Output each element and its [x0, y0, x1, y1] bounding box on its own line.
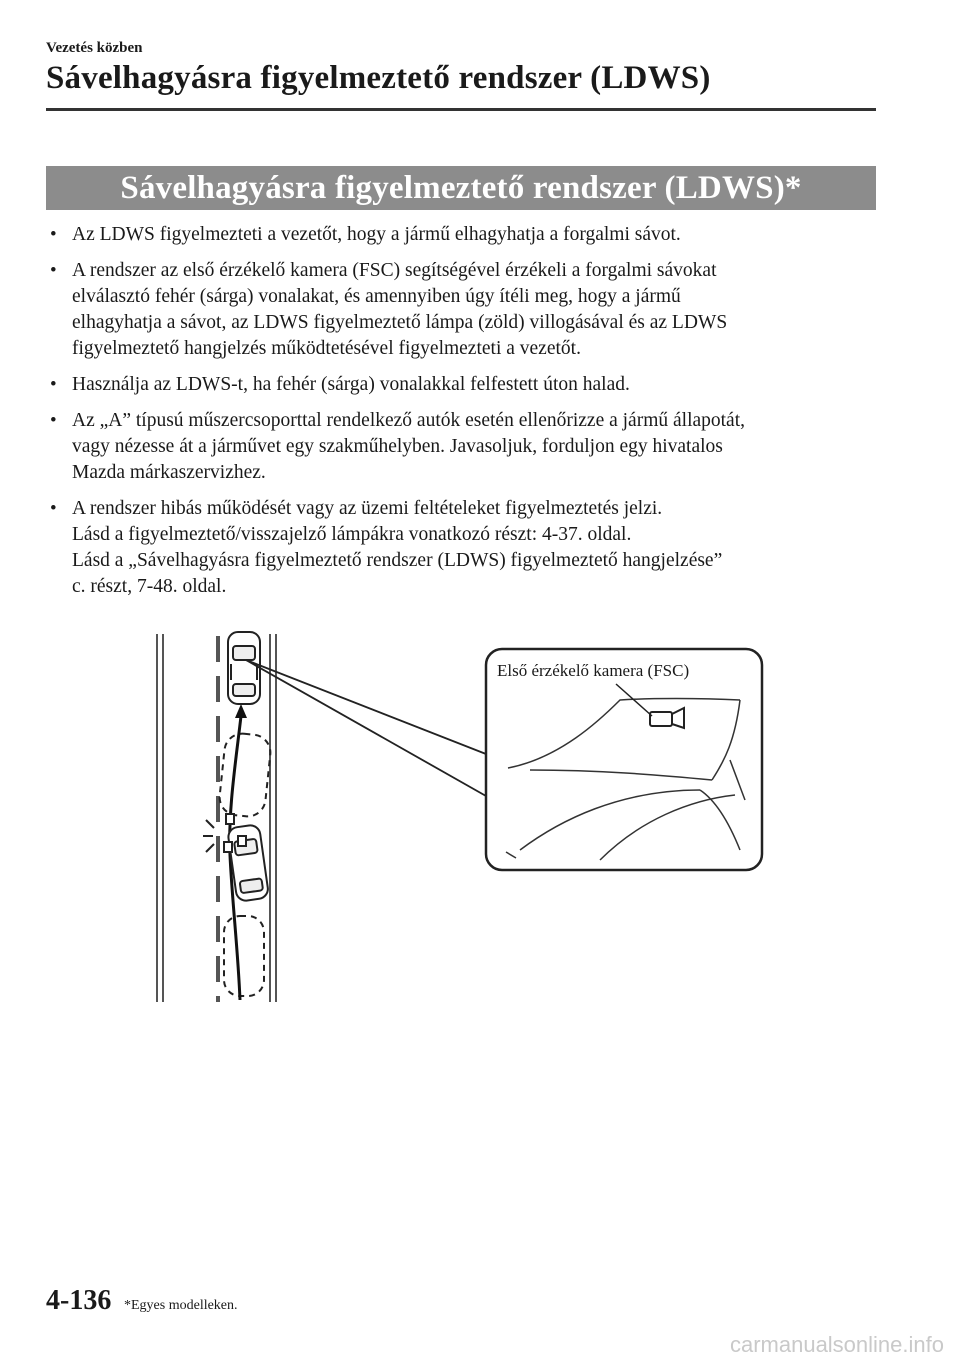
camera-callout-label: Első érzékelő kamera (FSC) [497, 661, 690, 680]
path-outline-upper [218, 732, 272, 818]
watermark: carmanualsonline.info [729, 1332, 944, 1357]
title-divider [46, 108, 876, 111]
bullet-list [50, 222, 880, 610]
page-number: 4-136 [46, 1285, 112, 1316]
bullet-line: elválasztó fehér (sárga) vonalakat, és amennyiben úgy ítéli meg, hogy a jármű [72, 286, 681, 307]
bullet-line: A rendszer az első érzékelő kamera (FSC) segítségével érzékeli a forgalmi sávokat [72, 260, 717, 281]
bullet-line: figyelmeztető hangjelzés működtetésével figyelmezteti a vezetőt. [72, 338, 581, 359]
arrow-head-icon [235, 704, 247, 718]
bullet-icon: • [50, 260, 57, 281]
bullet-line: Lásd a „Sávelhagyásra figyelmeztető rendszer (LDWS) figyelmeztető hangjelzése” [72, 550, 723, 571]
bullet-line: c. részt, 7-48. oldal. [72, 576, 227, 597]
road-left-edge [157, 634, 163, 1002]
ldws-illustration [150, 628, 770, 1008]
footnote: *Egyes modelleken. [124, 1298, 238, 1313]
bullet-item [50, 258, 880, 362]
camera-icon [650, 708, 684, 728]
path-outline-lower [224, 916, 264, 996]
bullet-line: Az „A” típusú műszercsoporttal rendelkező autók esetén ellenőrizze a jármű állapotát, [72, 410, 746, 431]
banner-title: Sávelhagyásra figyelmeztető rendszer (LDWS)* [120, 169, 802, 206]
callout-leader-lines [246, 660, 486, 796]
bullet-item [50, 372, 880, 398]
bullet-line: Az LDWS figyelmezteti a vezetőt, hogy a jármű elhagyhatja a forgalmi sávot. [72, 224, 681, 245]
bullet-item [50, 408, 880, 486]
bullet-item [50, 496, 880, 600]
section-banner [46, 166, 876, 210]
section-label: Vezetés közben [46, 40, 143, 56]
car-top-icon [228, 632, 260, 704]
page-title: Sávelhagyásra figyelmeztető rendszer (LDWS) [46, 60, 711, 96]
bullet-line: A rendszer hibás működését vagy az üzemi feltételeket figyelmeztetés jelzi. [72, 498, 663, 519]
bullet-icon: • [50, 374, 57, 395]
bullet-item [50, 222, 880, 248]
bullet-icon: • [50, 498, 57, 519]
bullet-icon: • [50, 410, 57, 431]
bullet-line: Mazda márkaszervizhez. [72, 462, 266, 483]
road-right-edge [270, 634, 276, 1002]
bullet-line: elhagyhatja a sávot, az LDWS figyelmeztető lámpa (zöld) villogásával és az LDWS [72, 312, 728, 333]
bullet-line: vagy nézesse át a járművet egy szakműhelyben. Javasoljuk, forduljon egy hivatalos [72, 436, 723, 457]
bullet-icon: • [50, 224, 57, 245]
bullet-line: Használja az LDWS-t, ha fehér (sárga) vonalakkal felfestett úton halad. [72, 374, 630, 395]
callout-box [486, 649, 762, 870]
bullet-line: Lásd a figyelmeztető/visszajelző lámpákra vonatkozó részt: 4-37. oldal. [72, 524, 632, 545]
